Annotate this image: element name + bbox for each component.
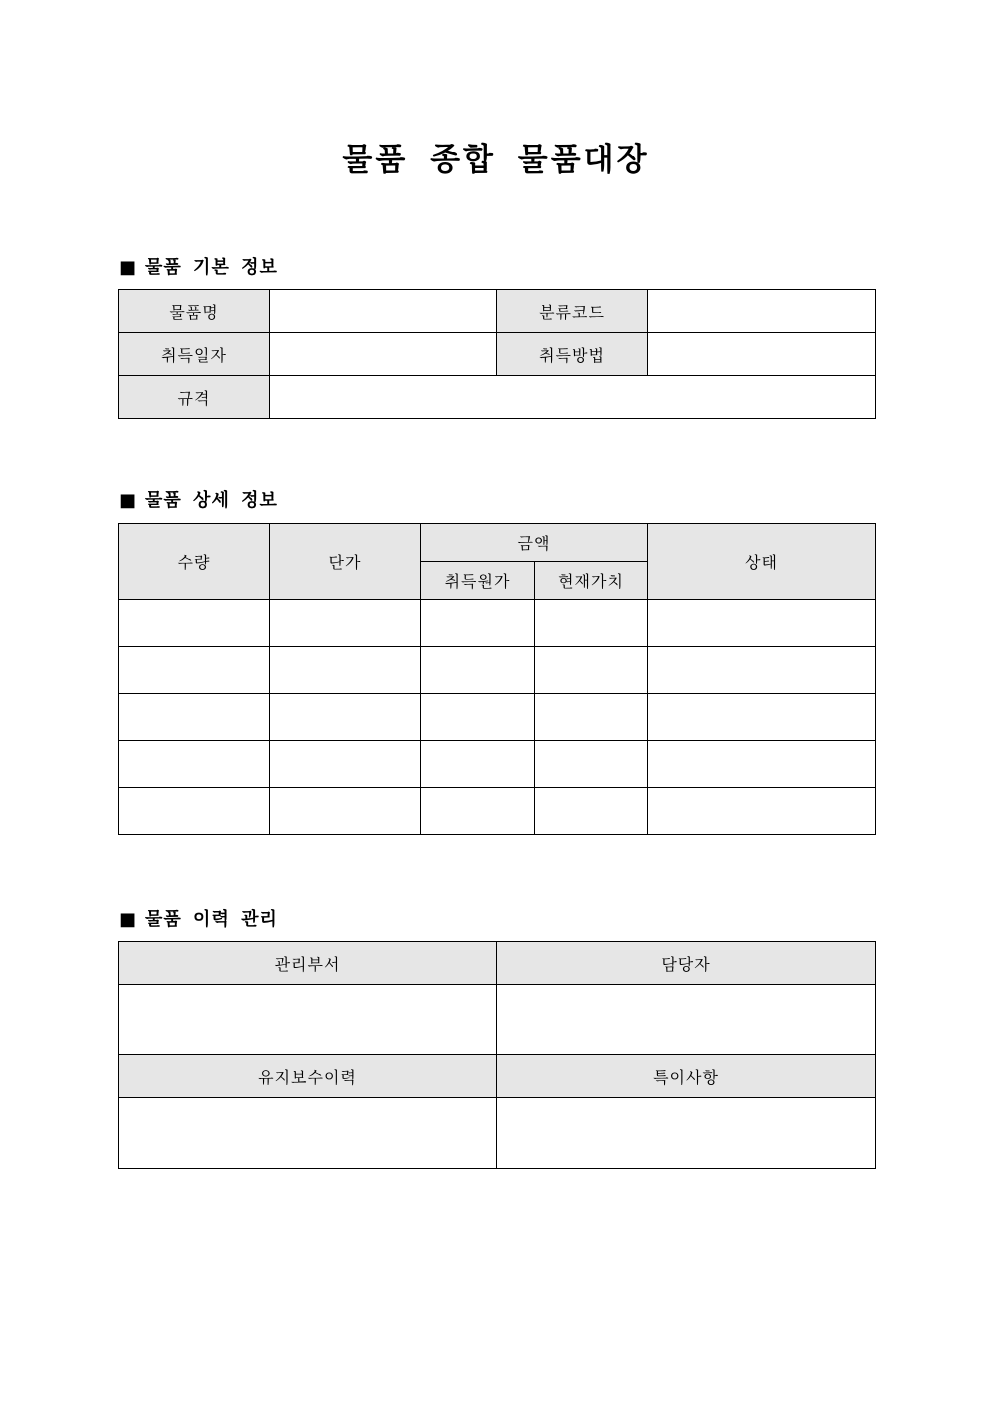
section-heading-history-text: 물품 이력 관리 <box>145 909 278 930</box>
status-header: 상태 <box>648 524 876 600</box>
current-value-header: 현재가치 <box>535 562 648 600</box>
basic-info-table <box>118 289 876 419</box>
quantity-header: 수량 <box>119 524 270 600</box>
unit-price-cell[interactable] <box>270 694 421 741</box>
acquisition-date-label: 취득일자 <box>119 333 270 376</box>
managing-dept-field[interactable] <box>119 985 497 1055</box>
category-code-field[interactable] <box>648 290 876 333</box>
unit-price-cell[interactable] <box>270 647 421 694</box>
acquisition-cost-cell[interactable] <box>421 600 535 647</box>
maintenance-history-field[interactable] <box>119 1098 497 1169</box>
acquisition-method-label: 취득방법 <box>497 333 648 376</box>
acquisition-method-field[interactable] <box>648 333 876 376</box>
status-cell[interactable] <box>648 600 876 647</box>
quantity-cell[interactable] <box>119 741 270 788</box>
status-cell[interactable] <box>648 741 876 788</box>
remarks-label: 특이사항 <box>497 1055 876 1098</box>
section-heading-history <box>119 905 278 931</box>
section-heading-basic-text: 물품 기본 정보 <box>145 257 278 278</box>
managing-dept-label: 관리부서 <box>119 942 497 985</box>
quantity-cell[interactable] <box>119 647 270 694</box>
item-name-field[interactable] <box>270 290 497 333</box>
section-heading-basic <box>119 253 278 279</box>
current-value-cell[interactable] <box>535 741 648 788</box>
page-title: 물품 종합 물품대장 <box>342 142 650 178</box>
acquisition-date-field[interactable] <box>270 333 497 376</box>
section-heading-detail <box>119 486 278 512</box>
status-cell[interactable] <box>648 788 876 835</box>
current-value-cell[interactable] <box>535 600 648 647</box>
category-code-label: 분류코드 <box>497 290 648 333</box>
acquisition-cost-cell[interactable] <box>421 694 535 741</box>
acquisition-cost-cell[interactable] <box>421 647 535 694</box>
current-value-cell[interactable] <box>535 788 648 835</box>
square-bullet-icon: ■ <box>119 490 138 511</box>
table-row <box>119 600 876 647</box>
acquisition-cost-cell[interactable] <box>421 741 535 788</box>
quantity-cell[interactable] <box>119 788 270 835</box>
remarks-field[interactable] <box>497 1098 876 1169</box>
person-in-charge-field[interactable] <box>497 985 876 1055</box>
quantity-cell[interactable] <box>119 694 270 741</box>
history-table <box>118 941 876 1169</box>
acquisition-cost-header: 취득원가 <box>421 562 535 600</box>
specification-field[interactable] <box>270 376 876 419</box>
section-heading-detail-text: 물품 상세 정보 <box>145 490 278 511</box>
square-bullet-icon: ■ <box>119 909 138 930</box>
item-name-label: 물품명 <box>119 290 270 333</box>
amount-header: 금액 <box>421 524 648 562</box>
table-row <box>119 694 876 741</box>
current-value-cell[interactable] <box>535 694 648 741</box>
status-cell[interactable] <box>648 694 876 741</box>
specification-label: 규격 <box>119 376 270 419</box>
table-row <box>119 788 876 835</box>
person-in-charge-label: 담당자 <box>497 942 876 985</box>
table-row <box>119 741 876 788</box>
unit-price-cell[interactable] <box>270 600 421 647</box>
quantity-cell[interactable] <box>119 600 270 647</box>
square-bullet-icon: ■ <box>119 257 138 278</box>
acquisition-cost-cell[interactable] <box>421 788 535 835</box>
unit-price-cell[interactable] <box>270 741 421 788</box>
unit-price-cell[interactable] <box>270 788 421 835</box>
current-value-cell[interactable] <box>535 647 648 694</box>
status-cell[interactable] <box>648 647 876 694</box>
maintenance-history-label: 유지보수이력 <box>119 1055 497 1098</box>
table-row <box>119 647 876 694</box>
unit-price-header: 단가 <box>270 524 421 600</box>
detail-info-table <box>118 523 876 835</box>
